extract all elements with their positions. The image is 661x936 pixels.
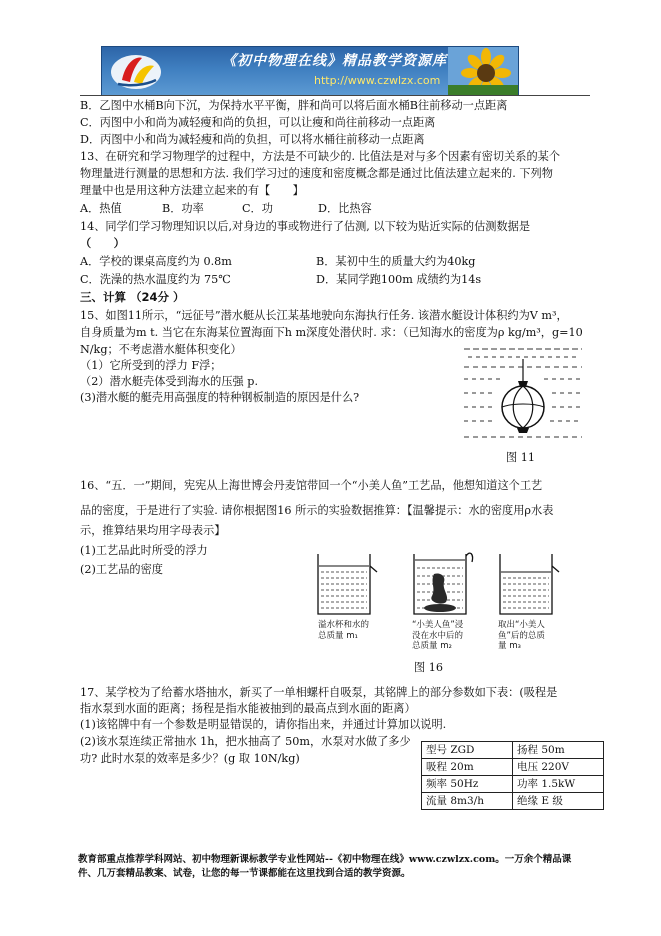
table-cell: 流量 8m3/h (422, 793, 513, 810)
q16-part1: (1)工艺品此时所受的浮力 (80, 544, 208, 557)
q13-option-b: B．功率 (162, 202, 204, 215)
q13-option-d: D．比热容 (318, 202, 372, 215)
q16-text-line3: 示，推算结果均用字母表示】 (80, 524, 226, 537)
table-row (422, 742, 604, 759)
q14-text-line2: （ ） (80, 236, 125, 250)
beaker-2-caption (412, 620, 463, 652)
section-score: （24分 ） (130, 290, 185, 304)
q17-part2b: 功? 此时水泵的效率是多少？(g 取 10N/kg) (80, 752, 300, 765)
caption-line: “小美人鱼”浸 (412, 620, 464, 630)
q12-option-c: C．丙图中小和尚为减轻瘦和尚的负担，可以让瘦和尚往前移动一点距离 (80, 116, 436, 129)
figure-16-caption: 图 16 (414, 661, 443, 674)
table-cell: 型号 ZGD (422, 742, 513, 759)
caption-line: 没在水中后的 (412, 630, 464, 641)
table-cell: 绝缘 E 级 (513, 793, 604, 810)
site-banner (101, 46, 519, 96)
q15-text-line2: 自身质量为m t. 当它在东海某位置海面下h m深度处潜伏时. 求：（已知海水的密度为ρ kg/m³，g=10 (80, 326, 583, 339)
caption-line: 量 m₃ (498, 641, 521, 652)
q12-option-d: D．丙图中小和尚为减轻瘦和尚的负担，可以将水桶往前移动一点距离 (80, 133, 425, 146)
table-cell: 电压 220V (513, 759, 604, 776)
q13-text-line1: 13、在研究和学习物理学的过程中，方法是不可缺少的. 比值法是对与多个因素有密切关系的某个 (80, 150, 561, 163)
q15-part3: (3)潜水艇的艇壳用高强度的特种钢板制造的原因是什么? (80, 391, 360, 404)
q17-text-line1: 17、某学校为了给蓄水塔抽水，新买了一单相螺杆自吸泵，其铭牌上的部分参数如下表：(吸程是 (80, 686, 558, 699)
site-logo-icon (108, 50, 164, 92)
q17-text-line2: 指水泵到水面的距离；扬程是指水能被抽到的最高点到水面的距离） (80, 702, 416, 715)
caption-line: 鱼”后的总质 (498, 630, 545, 641)
q12-option-b: B．乙图中水桶B向下沉，为保持水平平衡，胖和尚可以将后面水桶B往前移动一点距离 (80, 99, 508, 112)
q14-option-a: A．学校的课桌高度约为 0.8m (80, 255, 232, 268)
footer-line1: 教育部重点推荐学科网站、初中物理新课标教学专业性网站--《初中物理在线》www.czwlzx.com。一万余个精品课 (78, 854, 572, 865)
pump-spec-table (421, 741, 604, 810)
q14-option-d: D．某同学跑100m 成绩约为14s (316, 273, 482, 286)
figure-11-caption: 图 11 (506, 451, 535, 464)
header-rule (80, 95, 590, 96)
figure-11-submarine (462, 345, 584, 445)
beaker-3-caption (498, 620, 545, 652)
q14-row1 (80, 254, 590, 269)
page-footer (78, 853, 588, 881)
q15-part2: （2）潜水艇壳体受到海水的压强 p. (80, 375, 259, 388)
caption-line: 总质量 m₁ (318, 630, 358, 641)
q16-part2: (2)工艺品的密度 (80, 563, 163, 576)
table-row (422, 776, 604, 793)
q15-text-line3: N/kg；不考虑潜水艇体积变化） (80, 343, 242, 356)
banner-title: 《初中物理在线》精品教学资源库 (222, 53, 447, 69)
q17-part2a: (2)该水泵连续正常抽水 1h，把水抽高了 50m，水泵对水做了多少 (80, 735, 411, 748)
q16-text-line1: 16、“五．一”期间，宪宪从上海世博会丹麦馆带回一个“小美人鱼”工艺品，他想知道这个工艺 (80, 479, 543, 492)
q14-text-line1: 14、同学们学习物理知识以后,对身边的事或物进行了估测, 以下较为贴近实际的估测数据是 (80, 220, 531, 233)
caption-line: 溢水杯和水的 (318, 620, 370, 630)
caption-line: 总质量 m₂ (412, 641, 452, 652)
q14-option-c: C．洗澡的热水温度约为 75℃ (80, 273, 231, 286)
q13-text-line2: 物理量进行测量的思想和方法. 我们学习过的速度和密度概念都是通过比值法建立起来的. 下列物 (80, 167, 553, 180)
caption-line: 取出“小美人 (498, 620, 545, 630)
table-row (422, 793, 604, 810)
q13-text-line3: 理量中也是用这种方法建立起来的有【 】 (80, 184, 304, 197)
beaker-1-icon (316, 552, 378, 616)
table-cell: 功率 1.5kW (513, 776, 604, 793)
beaker-3-icon (498, 552, 560, 616)
sunflower-icon (448, 47, 518, 95)
table-row (422, 759, 604, 776)
table-cell: 频率 50Hz (422, 776, 513, 793)
beaker-1-caption (318, 620, 369, 641)
q15-text-line1: 15、如图11所示，“远征号”潜水艇从长江某基地驶向东海执行任务. 该潜水艇设计体积约为V m³， (80, 309, 568, 322)
q14-option-b: B．某初中生的质量大约为40kg (316, 255, 476, 268)
q13-option-c: C．功 (242, 202, 273, 215)
table-cell: 吸程 20m (422, 759, 513, 776)
footer-line2: 件、几万套精品教案、试卷，让您的每一节课都能在这里找到合适的教学资源。 (78, 867, 411, 879)
q17-part1: (1)该铭牌中有一个参数是明显错误的，请你指出来，并通过计算加以说明. (80, 718, 447, 731)
q15-part1: （1）它所受到的浮力 F浮； (80, 359, 222, 372)
q14-row2 (80, 272, 590, 287)
table-cell: 扬程 50m (513, 742, 604, 759)
beaker-2-icon (412, 552, 474, 616)
section-title (80, 290, 590, 306)
section-title-text: 三、计算 (80, 290, 126, 304)
q16-text-line2: 品的密度，于是进行了实验. 请你根据图16 所示的实验数据推算：【温馨提示：水的密度用ρ水表 (80, 504, 554, 517)
banner-url[interactable]: http://www.czwlzx.com (314, 74, 441, 87)
q13-option-a: A．热值 (80, 202, 122, 215)
